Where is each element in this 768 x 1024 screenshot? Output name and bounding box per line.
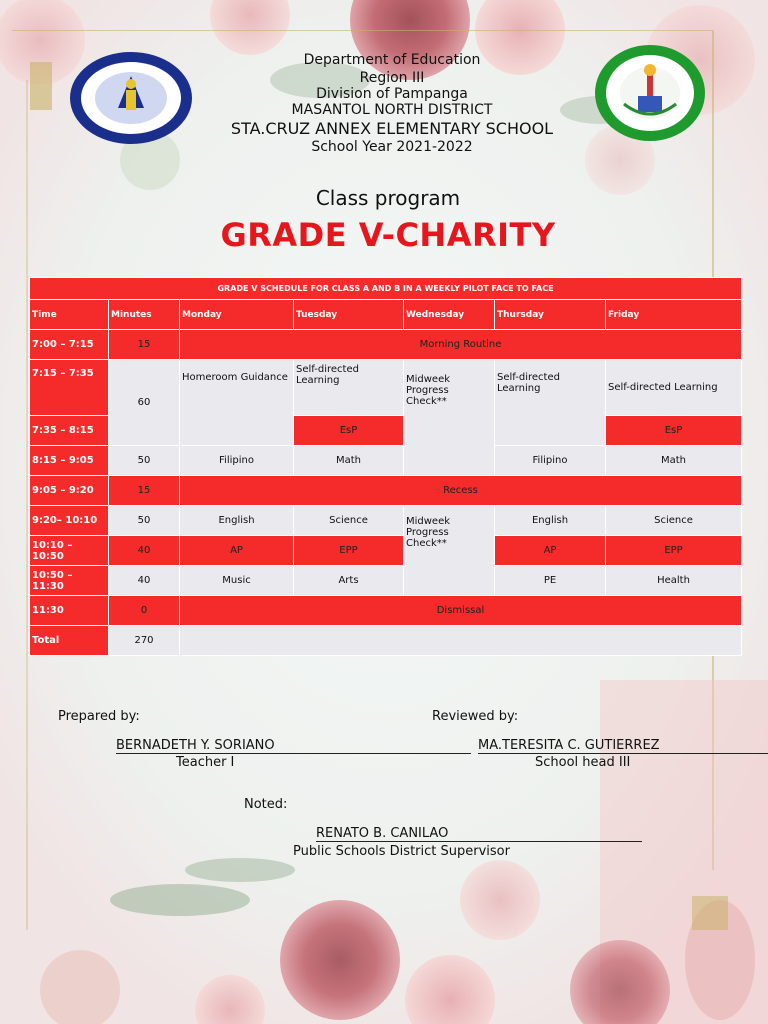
noter-name: RENATO B. CANILAO — [316, 826, 449, 841]
cell-time: 8:15 – 9:05 — [30, 446, 109, 476]
cell-recess: Recess — [180, 476, 742, 506]
cell-subject: Science — [294, 506, 404, 536]
cell-time: 7:00 – 7:15 — [30, 330, 109, 360]
table-row — [30, 476, 742, 506]
cell-dismissal: Dismissal — [180, 596, 742, 626]
reviewer-signature-line — [478, 753, 768, 754]
cell-subject: AP — [495, 536, 606, 566]
cell-total-empty — [180, 626, 742, 656]
cell-subject: Arts — [294, 566, 404, 596]
subtitle: Class program — [315, 186, 461, 210]
reviewer-role: School head III — [535, 755, 631, 770]
cell-midweek-check: Midweek Progress Check** — [404, 360, 495, 476]
cell-total-minutes: 270 — [109, 626, 180, 656]
cell-homeroom: Homeroom Guidance — [180, 360, 294, 446]
cell-minutes: 40 — [109, 566, 180, 596]
preparer-name: BERNADETH Y. SORIANO — [116, 738, 275, 753]
table-row — [30, 446, 742, 476]
cell-midweek-check: Midweek Progress Check** — [404, 506, 495, 596]
table-row — [30, 626, 742, 656]
cell-time: 10:50 – 11:30 — [30, 566, 109, 596]
cell-subject: EPP — [294, 536, 404, 566]
table-row — [30, 506, 742, 536]
cell-subject: Filipino — [180, 446, 294, 476]
dept-line: Department of Education — [303, 52, 481, 68]
cell-self-directed: Self-directed Learning — [495, 360, 606, 446]
cell-time: 9:05 – 9:20 — [30, 476, 109, 506]
cell-esp: EsP — [606, 416, 742, 446]
noted-label: Noted: — [244, 797, 288, 812]
col-header-tuesday: Tuesday — [294, 300, 404, 330]
col-header-time: Time — [30, 300, 109, 330]
reviewer-name: MA.TERESITA C. GUTIERREZ — [478, 738, 660, 753]
col-header-thursday: Thursday — [495, 300, 606, 330]
cell-minutes: 40 — [109, 536, 180, 566]
cell-minutes: 0 — [109, 596, 180, 626]
col-header-friday: Friday — [606, 300, 742, 330]
division-line: Division of Pampanga — [316, 86, 468, 102]
cell-minutes: 50 — [109, 506, 180, 536]
table-row — [30, 360, 742, 416]
cell-subject: Music — [180, 566, 294, 596]
col-header-minutes: Minutes — [109, 300, 180, 330]
noter-signature-line — [316, 841, 642, 842]
cell-time: 7:35 – 8:15 — [30, 416, 109, 446]
cell-morning-routine: Morning Routine — [180, 330, 742, 360]
prepared-label: Prepared by: — [58, 709, 140, 724]
cell-subject: EPP — [606, 536, 742, 566]
school-name: STA.CRUZ ANNEX ELEMENTARY SCHOOL — [230, 119, 554, 138]
cell-time: 11:30 — [30, 596, 109, 626]
cell-subject: AP — [180, 536, 294, 566]
cell-minutes: 60 — [109, 360, 180, 446]
cell-minutes: 15 — [109, 330, 180, 360]
table-caption-row — [30, 278, 742, 300]
cell-time: 7:15 – 7:35 — [30, 360, 109, 416]
schedule-table — [29, 277, 742, 656]
cell-subject: English — [495, 506, 606, 536]
reviewed-label: Reviewed by: — [432, 709, 519, 724]
preparer-role: Teacher I — [176, 755, 235, 770]
table-row — [30, 330, 742, 360]
cell-subject: Filipino — [495, 446, 606, 476]
table-caption: GRADE V SCHEDULE FOR CLASS A AND B IN A WEEKLY PILOT FACE TO FACE — [30, 278, 742, 300]
table-header-row — [30, 300, 742, 330]
table-row — [30, 566, 742, 596]
cell-self-directed: Self-directed Learning — [606, 360, 742, 416]
district-line: MASANTOL NORTH DISTRICT — [291, 102, 493, 118]
cell-time: 10:10 – 10:50 — [30, 536, 109, 566]
cell-subject: Health — [606, 566, 742, 596]
preparer-signature-line — [116, 753, 471, 754]
school-year: School Year 2021-2022 — [311, 139, 473, 155]
cell-subject: Science — [606, 506, 742, 536]
cell-subject: Math — [606, 446, 742, 476]
cell-time: 9:20– 10:10 — [30, 506, 109, 536]
noter-role: Public Schools District Supervisor — [293, 844, 510, 859]
cell-minutes: 50 — [109, 446, 180, 476]
cell-total-label: Total — [30, 626, 109, 656]
cell-self-directed: Self-directed Learning — [294, 360, 404, 416]
col-header-wednesday: Wednesday — [404, 300, 495, 330]
table-row — [30, 596, 742, 626]
region-line: Region III — [359, 70, 425, 86]
table-row — [30, 536, 742, 566]
cell-minutes: 15 — [109, 476, 180, 506]
page-title: GRADE V-CHARITY — [220, 216, 556, 254]
cell-subject: Math — [294, 446, 404, 476]
cell-subject: English — [180, 506, 294, 536]
cell-esp: EsP — [294, 416, 404, 446]
col-header-monday: Monday — [180, 300, 294, 330]
cell-subject: PE — [495, 566, 606, 596]
